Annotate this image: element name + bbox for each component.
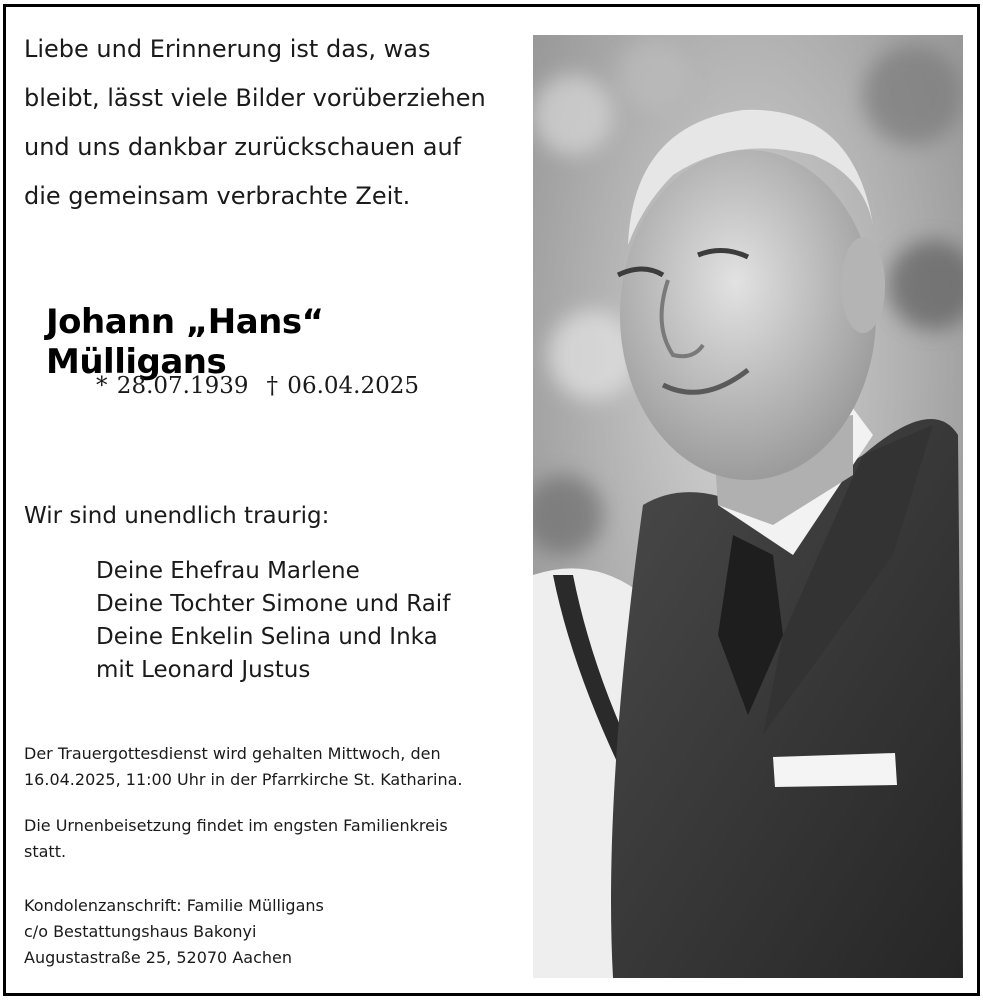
birth-date: * 28.07.1939 <box>96 373 249 399</box>
burial-info <box>24 813 514 865</box>
condolence-line: Augustastraße 25, 52070 Aachen <box>24 948 292 967</box>
life-dates <box>96 373 496 399</box>
mourner-line: mit Leonard Justus <box>96 657 311 683</box>
mourner-line: Deine Tochter Simone und Raif <box>96 591 451 617</box>
obituary-frame <box>3 4 980 996</box>
mourners-list <box>96 555 516 687</box>
death-date: † 06.04.2025 <box>266 373 419 399</box>
mourner-line: Deine Ehefrau Marlene <box>96 558 360 584</box>
burial-line: Die Urnenbeisetzung findet im engsten Familienkreis <box>24 816 448 835</box>
burial-line: statt. <box>24 842 67 861</box>
condolence-line: c/o Bestattungshaus Bakonyi <box>24 922 257 941</box>
service-info <box>24 741 514 793</box>
quote-line: Liebe und Erinnerung ist das, was <box>24 35 431 63</box>
mourners-intro: Wir sind unendlich traurig: <box>24 503 330 529</box>
deceased-name: Johann „Hans“ Mülligans <box>46 302 324 382</box>
quote-line: die gemeinsam verbrachte Zeit. <box>24 182 411 210</box>
service-line: Der Trauergottesdienst wird gehalten Mittwoch, den <box>24 744 441 763</box>
quote-line: bleibt, lässt viele Bilder vorüberziehen <box>24 84 486 112</box>
mourner-line: Deine Enkelin Selina und Inka <box>96 624 438 650</box>
memorial-quote <box>24 25 492 221</box>
condolence-line: Kondolenzanschrift: Familie Mülligans <box>24 896 324 915</box>
portrait-photo-icon <box>533 35 963 978</box>
service-line: 16.04.2025, 11:00 Uhr in der Pfarrkirche St. Katharina. <box>24 770 463 789</box>
quote-line: und uns dankbar zurückschauen auf <box>24 133 462 161</box>
condolence-address <box>24 893 514 971</box>
portrait-photo <box>533 35 963 978</box>
